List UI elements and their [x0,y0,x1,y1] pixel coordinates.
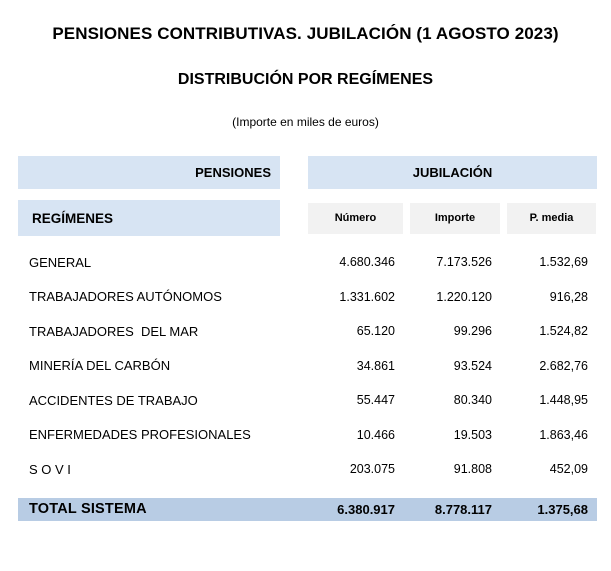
table-row-mineria [18,349,597,384]
cell-numero: 10.466 [356,427,395,442]
table-row-enfermedades [18,418,597,453]
cell-pmedia: 1.863,46 [539,427,588,442]
row-label: TRABAJADORES DEL MAR [29,323,199,339]
column-header-pmedia: P. media [507,203,596,234]
cell-pmedia: 2.682,76 [539,358,588,373]
page-subtitle: DISTRIBUCIÓN POR REGÍMENES [177,71,434,88]
row-label: GENERAL [29,254,92,270]
column-gap [280,156,308,189]
group-header-row [18,156,597,189]
row-label: ACCIDENTES DE TRABAJO [29,392,198,408]
table-row-mar [18,314,597,349]
cell-pmedia: 916,28 [549,289,588,304]
cell-importe: 93.524 [453,358,492,373]
group-header-jubilacion: JUBILACIÓN [308,156,597,189]
row-label: ENFERMEDADES PROFESIONALES [29,427,251,443]
total-numero: 6.380.917 [337,501,395,517]
cell-importe: 80.340 [453,393,492,408]
cell-pmedia: 1.532,69 [539,255,588,270]
cell-numero: 4.680.346 [339,255,395,270]
cell-pmedia: 1.448,95 [539,393,588,408]
group-header-pensiones: PENSIONES [18,156,280,189]
column-header-numero: Número [308,203,403,234]
pensions-table [18,156,597,521]
row-header-regimenes: REGÍMENES [18,200,280,236]
cell-pmedia: 1.524,82 [539,324,588,339]
cell-numero: 34.861 [356,358,395,373]
table-row-sovi [18,452,597,487]
column-header-row [18,200,597,236]
cell-importe: 7.173.526 [436,255,492,270]
row-label: MINERÍA DEL CARBÓN [29,358,171,374]
table-row-autonomos [18,280,597,315]
cell-pmedia: 452,09 [549,462,588,477]
cell-importe: 91.808 [453,462,492,477]
page-title: PENSIONES CONTRIBUTIVAS. JUBILACIÓN (1 AGOSTO 2023) [52,24,559,43]
cell-numero: 203.075 [349,462,395,477]
total-label: TOTAL SISTEMA [29,501,147,517]
table-row-accidentes [18,383,597,418]
total-importe: 8.778.117 [434,501,492,517]
cell-importe: 19.503 [453,427,492,442]
table-row-total [18,498,597,521]
cell-numero: 1.331.602 [339,289,395,304]
row-label: TRABAJADORES AUTÓNOMOS [29,289,222,305]
cell-importe: 99.296 [453,324,492,339]
table-row-general [18,245,597,280]
total-pmedia: 1.375,68 [537,501,588,517]
pensions-report-page [0,24,611,571]
units-note: (Importe en miles de euros) [232,115,379,129]
cell-numero: 55.447 [356,393,395,408]
cell-numero: 65.120 [356,324,395,339]
column-header-importe: Importe [410,203,500,234]
cell-importe: 1.220.120 [436,289,492,304]
row-label: S O V I [29,461,71,477]
